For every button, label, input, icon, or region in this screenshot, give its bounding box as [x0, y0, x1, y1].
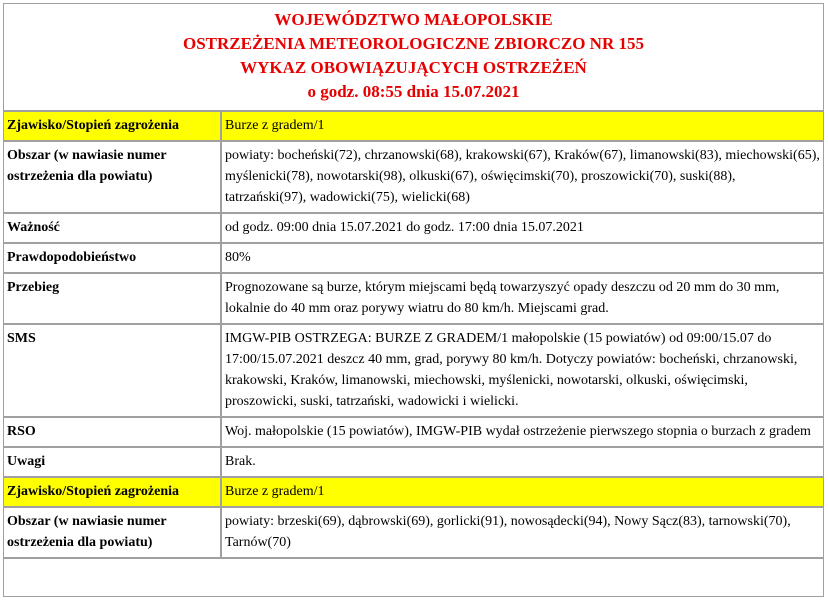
row-value: Burze z gradem/1 [222, 112, 823, 142]
row-label: Ważność [4, 214, 222, 244]
row-label: Obszar (w nawiasie numer ostrzeżenia dla powiatu) [4, 142, 222, 214]
warnings-table [4, 112, 823, 559]
issue-time: o godz. 08:55 dnia 15.07.2021 [307, 82, 520, 101]
table-row-validity [4, 214, 823, 244]
row-value: IMGW-PIB OSTRZEGA: BURZE Z GRADEM/1 małopolskie (15 powiatów) od 09:00/15.07 do 17:00/15.07.2021 deszcz 40 mm, grad, porywy 80 km/h. Dotyczy powiatów: bocheński, chrzanowski, krakowski, Kraków, limanowski, miechowski, myślenicki, nowotarski, olkuski, oświęcimski, proszowicki, suski, tatrzański, wadowicki i wielicki. [222, 325, 823, 418]
row-value: 80% [222, 244, 823, 274]
warnings-document [3, 3, 824, 597]
table-row-rso [4, 418, 823, 448]
table-row-course [4, 274, 823, 325]
row-value: Woj. małopolskie (15 powiatów), IMGW-PIB wydał ostrzeżenie pierwszego stopnia o burzach z gradem [222, 418, 823, 448]
row-value: powiaty: bocheński(72), chrzanowski(68), krakowski(67), Kraków(67), limanowski(83), miechowski(65), myślenicki(78), nowotarski(98), olkuski(67), oświęcimski(70), proszowicki(70), suski(88), tatrzański(97), wadowicki(75), wielicki(68) [222, 142, 823, 214]
row-label: Obszar (w nawiasie numer ostrzeżenia dla powiatu) [4, 508, 222, 559]
warnings-title: OSTRZEŻENIA METEOROLOGICZNE ZBIORCZO NR 155 [183, 34, 644, 53]
table-row-probability [4, 244, 823, 274]
table-row-area [4, 142, 823, 214]
row-value: od godz. 09:00 dnia 15.07.2021 do godz. 17:00 dnia 15.07.2021 [222, 214, 823, 244]
document-header [4, 4, 823, 112]
table-row-remarks [4, 448, 823, 478]
row-value: Burze z gradem/1 [222, 478, 823, 508]
row-label: SMS [4, 325, 222, 418]
row-label: Zjawisko/Stopień zagrożenia [4, 478, 222, 508]
row-label: Zjawisko/Stopień zagrożenia [4, 112, 222, 142]
table-row-phenomenon [4, 112, 823, 142]
row-value: powiaty: brzeski(69), dąbrowski(69), gorlicki(91), nowosądecki(94), Nowy Sącz(83), tarnowski(70), Tarnów(70) [222, 508, 823, 559]
table-row-sms [4, 325, 823, 418]
region-title: WOJEWÓDZTWO MAŁOPOLSKIE [274, 10, 553, 29]
row-label: RSO [4, 418, 222, 448]
row-label: Prawdopodobieństwo [4, 244, 222, 274]
row-label: Uwagi [4, 448, 222, 478]
row-value: Brak. [222, 448, 823, 478]
table-row-phenomenon [4, 478, 823, 508]
list-title: WYKAZ OBOWIĄZUJĄCYCH OSTRZEŻEŃ [240, 58, 587, 77]
row-label: Przebieg [4, 274, 222, 325]
table-row-area [4, 508, 823, 559]
row-value: Prognozowane są burze, którym miejscami będą towarzyszyć opady deszczu od 20 mm do 30 mm, lokalnie do 40 mm oraz porywy wiatru do 80 km/h. Miejscami grad. [222, 274, 823, 325]
